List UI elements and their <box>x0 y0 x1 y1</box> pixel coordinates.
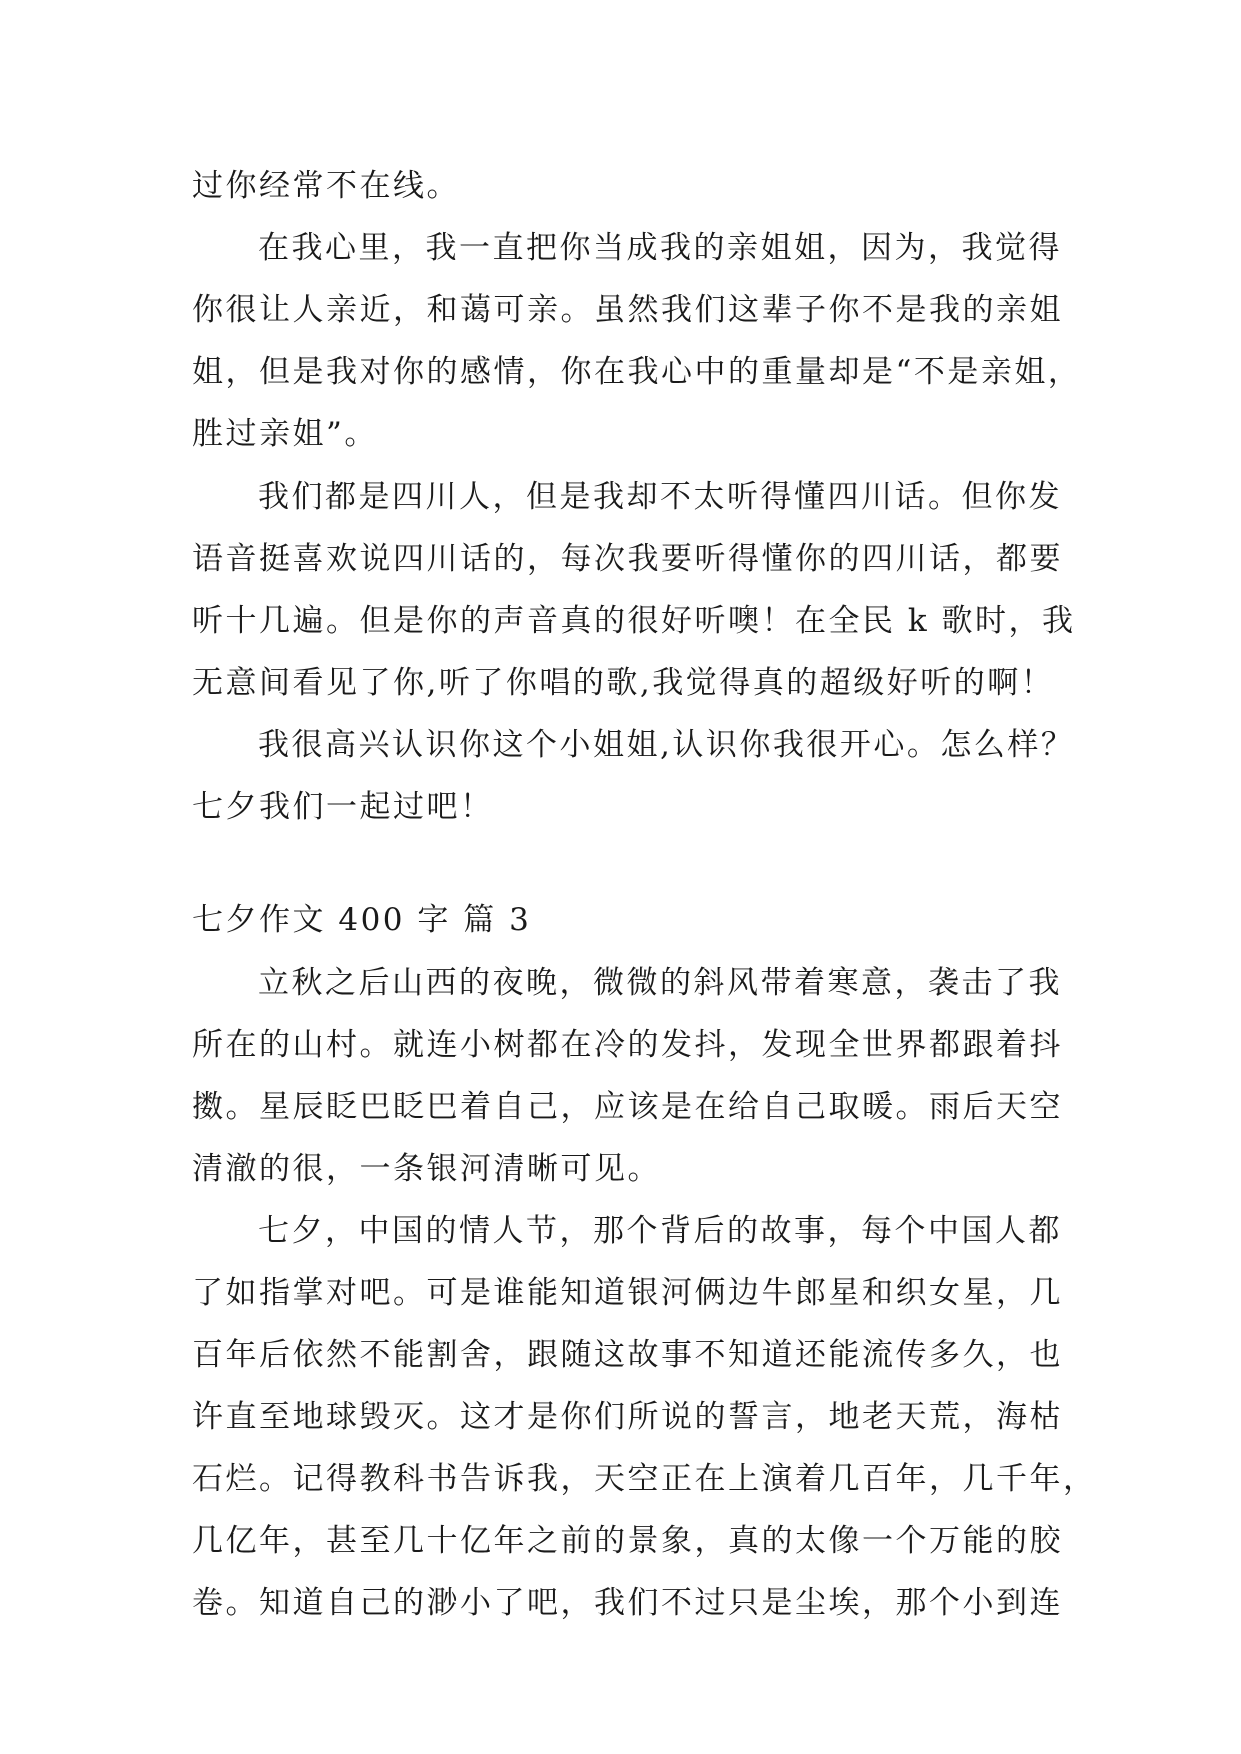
paragraph-line: 七夕，中国的情人节，那个背后的故事，每个中国人都 <box>258 1213 1062 1249</box>
paragraph-line: 石烂。记得教科书告诉我，天空正在上演着几百年，几千年， <box>192 1461 1097 1497</box>
paragraph-line: 语音挺喜欢说四川话的，每次我要听得懂你的四川话，都要 <box>192 541 1063 577</box>
paragraph-line: 清澈的很，一条银河清晰可见。 <box>192 1151 661 1187</box>
paragraph-line: 无意间看见了你,听了你唱的歌,我觉得真的超级好听的啊！ <box>192 665 1055 701</box>
paragraph-line: 所在的山村。就连小树都在冷的发抖，发现全世界都跟着抖 <box>192 1027 1063 1063</box>
paragraph-line: 几亿年，甚至几十亿年之前的景象，真的太像一个万能的胶 <box>192 1523 1063 1559</box>
paragraph-line: 过你经常不在线。 <box>192 168 460 204</box>
paragraph-line: 了如指掌对吧。可是谁能知道银河俩边牛郎星和织女星，几 <box>192 1275 1063 1311</box>
paragraph-line: 百年后依然不能割舍，跟随这故事不知道还能流传多久，也 <box>192 1337 1063 1373</box>
paragraph-line: 姐，但是我对你的感情，你在我心中的重量却是“不是亲姐， <box>192 354 1082 390</box>
paragraph-line: 在我心里，我一直把你当成我的亲姐姐，因为，我觉得 <box>258 230 1062 266</box>
paragraph-line: 卷。知道自己的渺小了吧，我们不过只是尘埃，那个小到连 <box>192 1585 1063 1621</box>
paragraph-line: 立秋之后山西的夜晚，微微的斜风带着寒意，袭击了我 <box>258 965 1062 1001</box>
paragraph-line: 胜过亲姐”。 <box>192 416 378 452</box>
paragraph-line: 七夕我们一起过吧！ <box>192 789 494 825</box>
paragraph-line: 你很让人亲近，和蔼可亲。虽然我们这辈子你不是我的亲姐 <box>192 292 1063 328</box>
paragraph-line: 我很高兴认识你这个小姐姐,认识你我很开心。怎么样？ <box>258 727 1075 763</box>
paragraph-line: 我们都是四川人，但是我却不太听得懂四川话。但你发 <box>258 479 1062 515</box>
paragraph-line: 擞。星辰眨巴眨巴着自己，应该是在给自己取暖。雨后天空 <box>192 1089 1063 1125</box>
paragraph-line: 许直至地球毁灭。这才是你们所说的誓言，地老天荒，海枯 <box>192 1399 1063 1435</box>
paragraph-line: 听十几遍。但是你的声音真的很好听噢！在全民 k 歌时，我 <box>192 603 1076 639</box>
section-heading: 七夕作文 400 字 篇 3 <box>192 902 532 938</box>
